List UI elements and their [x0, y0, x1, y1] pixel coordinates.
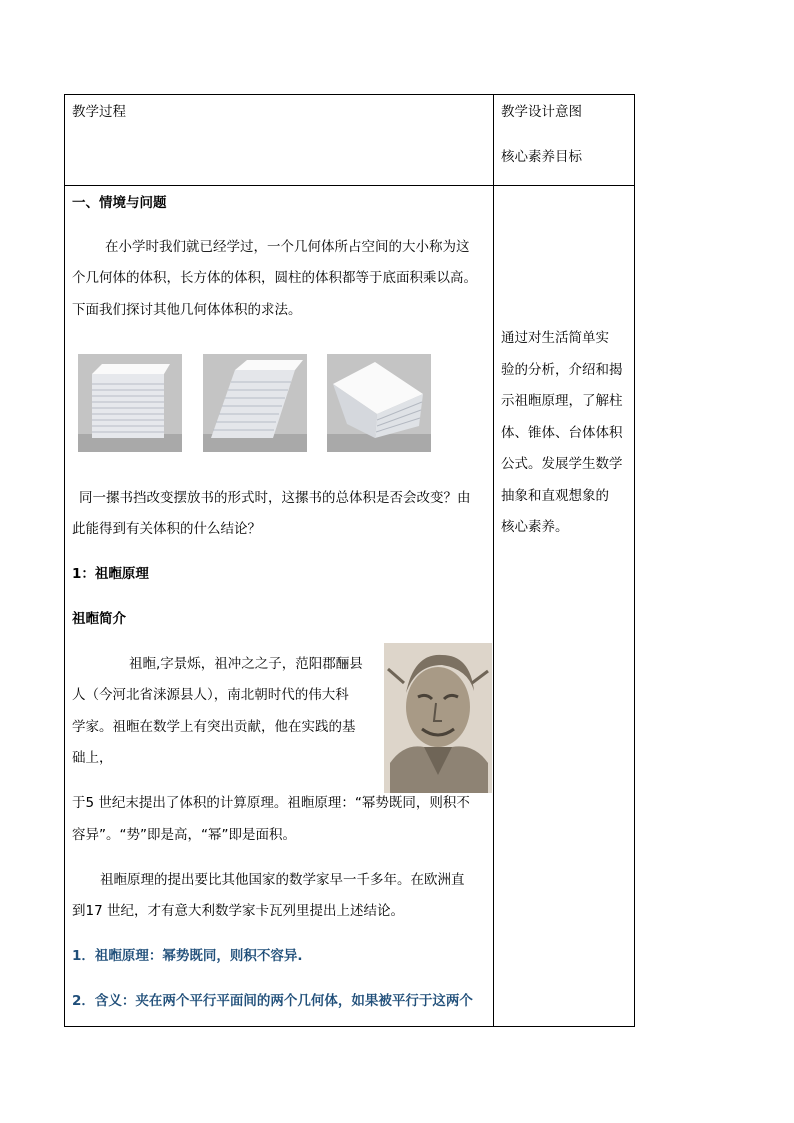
- side-line5: 公式。发展学生数学: [501, 456, 623, 472]
- side-line2: 验的分析，介绍和揭: [501, 362, 623, 378]
- lesson-table: [64, 94, 635, 1027]
- content-right-cell: [494, 186, 635, 1027]
- book-stack-straight-image: [78, 354, 182, 452]
- bio-line1: 祖暅,字景烁，祖冲之之子，范阳郡酾县: [129, 656, 363, 672]
- side-line4: 体、锥体、台体体积: [501, 425, 623, 441]
- subsection-title-zugeng: 1：祖暅原理: [72, 566, 149, 582]
- side-line1: 通过对生活简单实: [501, 330, 609, 346]
- content-row: [65, 186, 635, 1027]
- header-process-label: 教学过程: [72, 104, 126, 120]
- bio-line5: 于5 世纪末提出了体积的计算原理。祖暅原理：“幂势既同，则积不: [72, 795, 470, 811]
- bio-line6: 容异”。“势”即是高，“幂”即是面积。: [72, 827, 296, 843]
- header-intent-label: 教学设计意图: [501, 104, 582, 120]
- bio-line4: 础上，: [72, 750, 113, 766]
- para1-line1: 在小学时我们就已经学过，一个几何体所占空间的大小称为这: [105, 239, 470, 255]
- para1-line3: 下面我们探讨其他几何体体积的求法。: [72, 302, 302, 318]
- para1-line2: 个几何体的体积，长方体的体积，圆柱的体积都等于底面积乘以高。: [72, 270, 477, 286]
- header-left-cell: [65, 95, 494, 186]
- side-line7: 核心素养。: [501, 519, 569, 535]
- point-principle: 1．祖暅原理：幂势既同，则积不容异.: [72, 948, 303, 964]
- bio-line3: 学家。祖暅在数学上有突出贡献，他在实践的基: [72, 719, 356, 735]
- intro-title: 祖暅简介: [72, 611, 126, 627]
- header-right-cell: [494, 95, 635, 186]
- history-line2: 到17 世纪，才有意大利数学家卡瓦列里提出上述结论。: [72, 903, 404, 919]
- bio-line2: 人（今河北省涞源县人），南北朝时代的伟大科: [72, 687, 349, 703]
- book-stack-twisted-image: [327, 354, 431, 452]
- side-line3: 示祖暅原理，了解柱: [501, 393, 623, 409]
- point-meaning: 2．含义：夹在两个平行平面间的两个几何体，如果被平行于这两个: [72, 993, 473, 1009]
- content-left-cell: [65, 186, 494, 1027]
- header-row: [65, 95, 635, 186]
- side-line6: 抽象和直观想象的: [501, 488, 609, 504]
- section-title: 一、情境与问题: [72, 195, 167, 211]
- history-line1: 祖暅原理的提出要比其他国家的数学家早一千多年。在欧洲直: [100, 872, 465, 888]
- header-goal-label: 核心素养目标: [501, 149, 582, 165]
- book-stack-slanted-image: [203, 354, 307, 452]
- zu-geng-portrait-image: [384, 643, 492, 793]
- question-line1: 同一摞书挡改变摆放书的形式时，这摞书的总体积是否会改变？由: [79, 490, 471, 506]
- question-line2: 此能得到有关体积的什么结论？: [72, 521, 261, 537]
